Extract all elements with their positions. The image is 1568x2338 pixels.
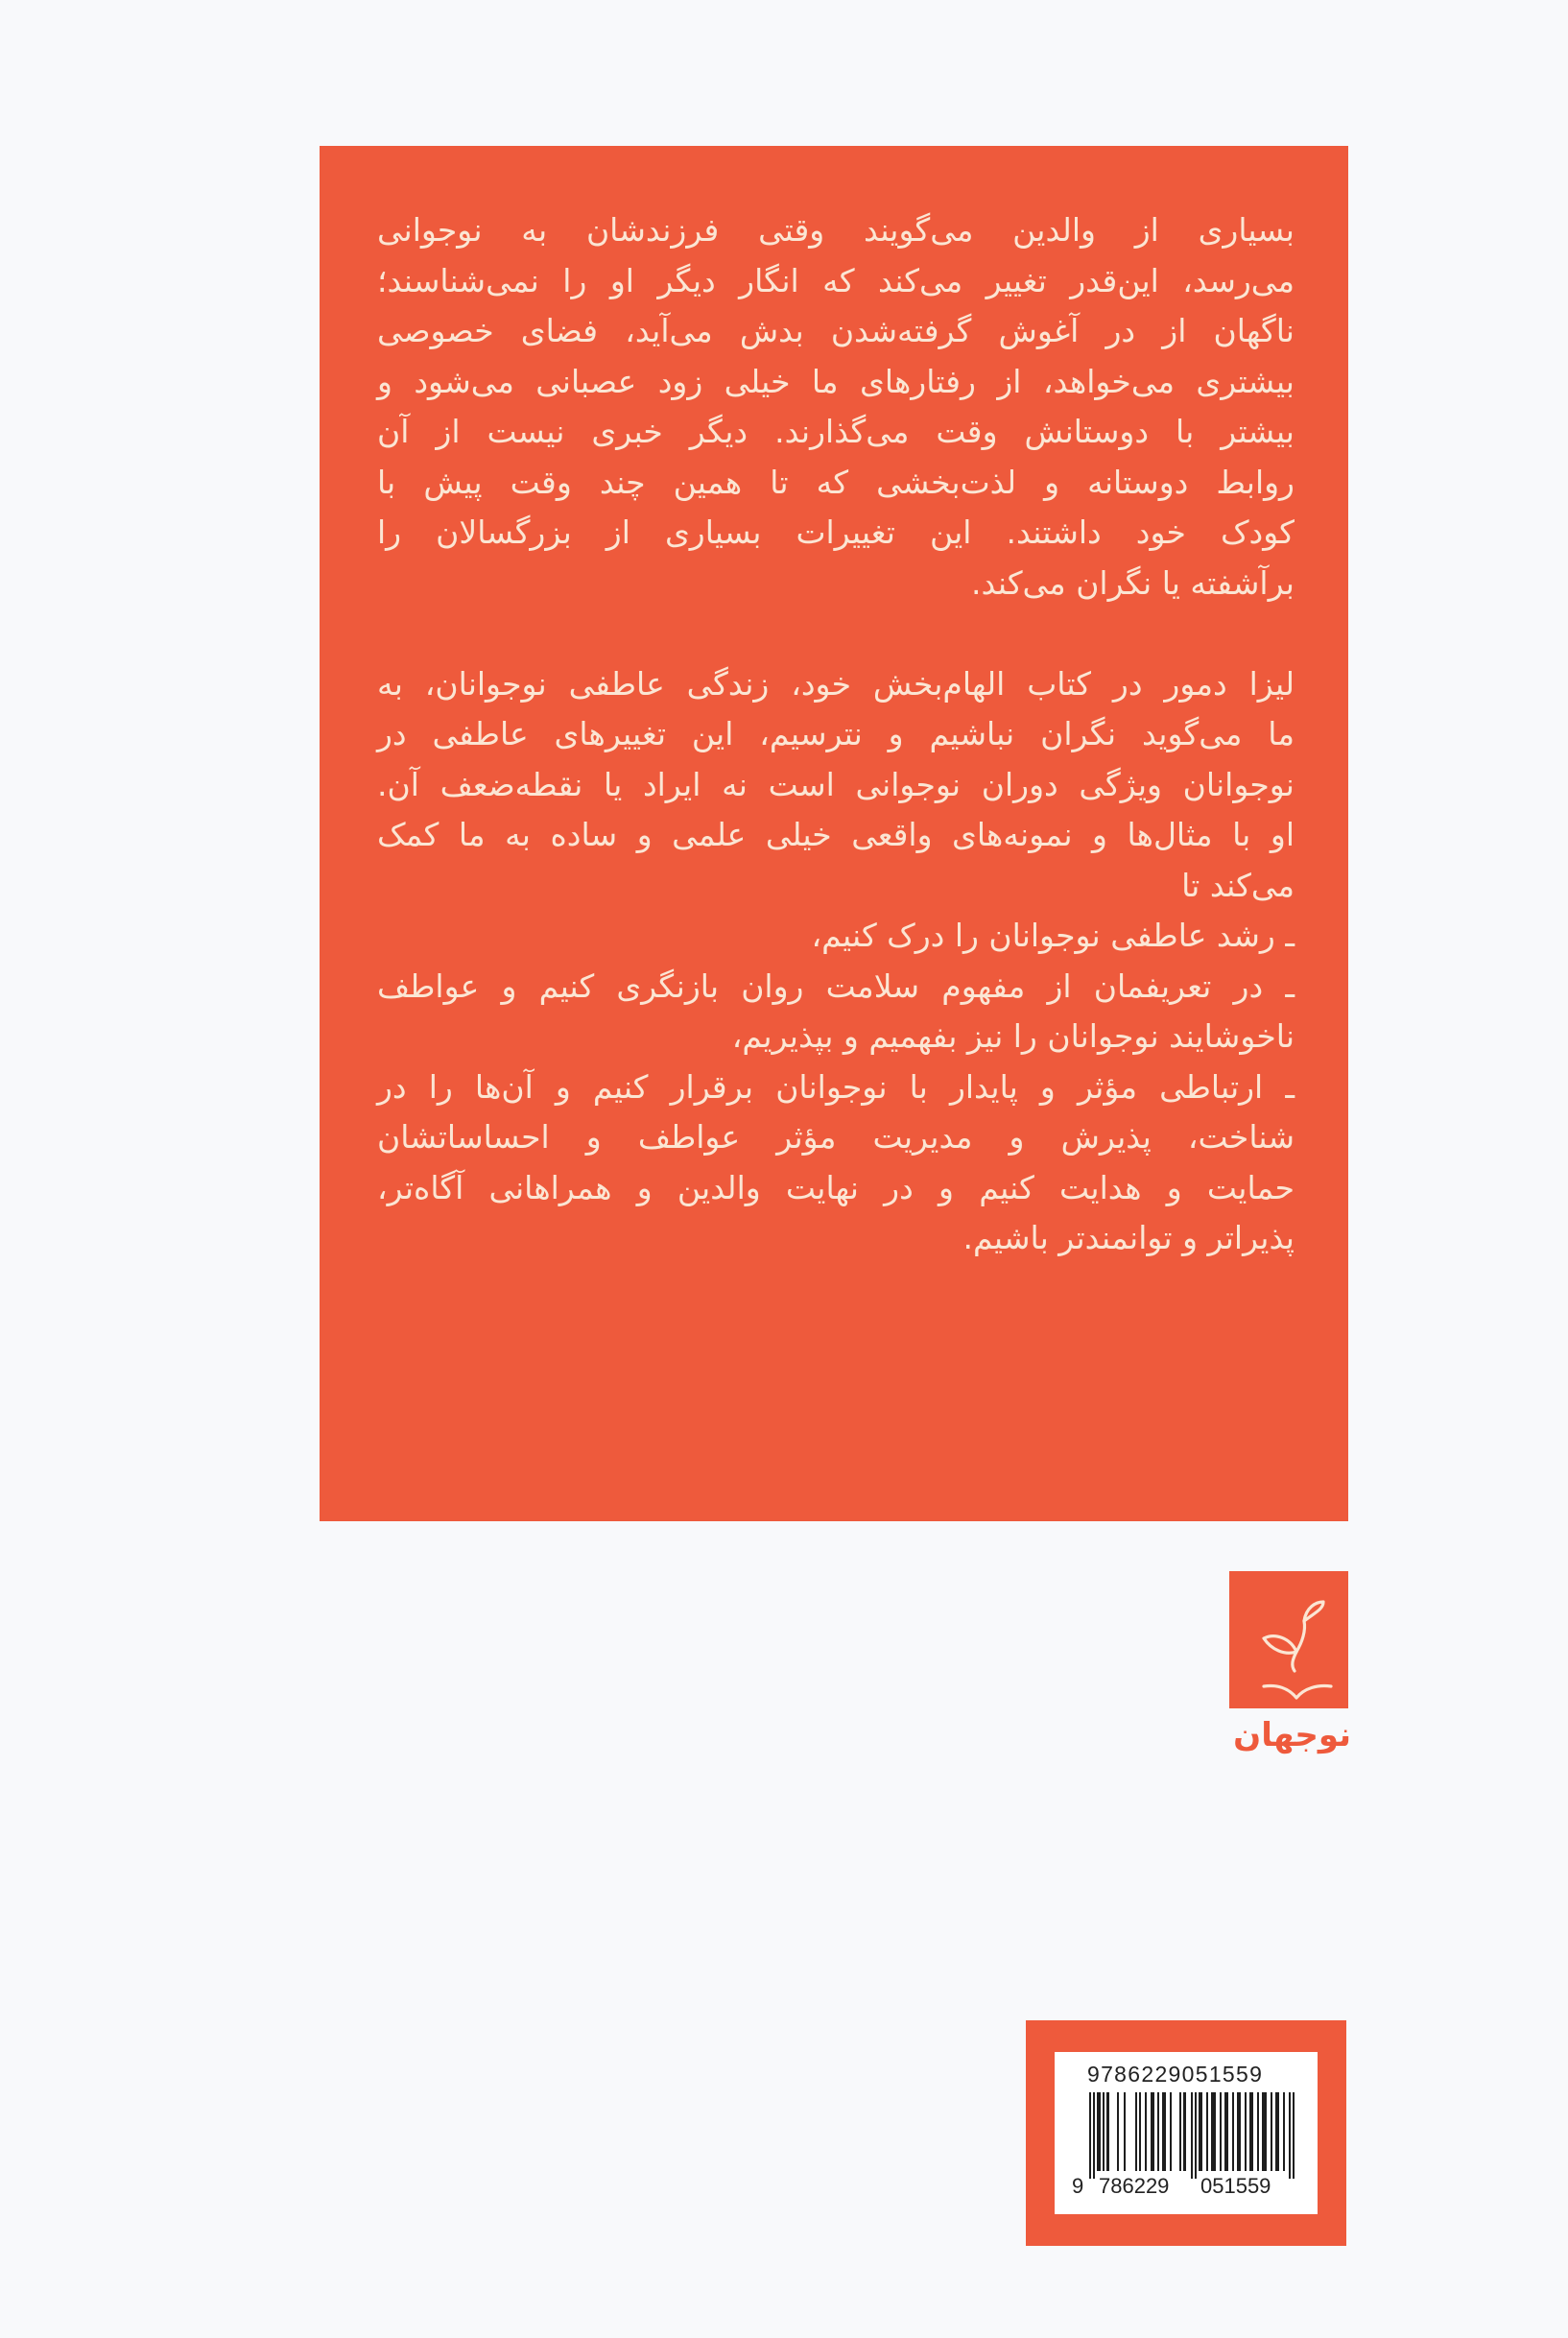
blurb-line: شناخت، پذیرش و مدیریت مؤثر عواطف و احساساتشان	[377, 1118, 1295, 1156]
blurb-panel	[320, 146, 1348, 1521]
blurb-bullet-line: ـ ارتباطی مؤثر و پایدار با نوجوانان برقرار کنیم و آن‌ها را در	[377, 1067, 1295, 1106]
blurb-bullet-line: ـ در تعریفمان از مفهوم سلامت روان بازنگری کنیم و عواطف	[377, 966, 1295, 1005]
blurb-line: ناخوشایند نوجوانان را نیز بفهمیم و بپذیریم،	[731, 1017, 1295, 1055]
barcode-box	[1026, 2020, 1346, 2246]
isbn-number: 9786229051559	[1087, 2062, 1264, 2087]
blurb-paragraph-2	[377, 659, 1295, 1264]
blurb-line: کودک خود داشتند. این تغییرات بسیاری از بزرگسالان را	[377, 513, 1295, 551]
blurb-text	[377, 205, 1295, 1264]
blurb-line: پذیراتر و توانمندتر باشیم.	[962, 1219, 1295, 1256]
publisher-logo	[1229, 1571, 1348, 1708]
publisher-name: نوجهان	[1233, 1716, 1351, 1754]
blurb-line: ما می‌گوید نگران نباشیم و نترسیم، این تغییرهای عاطفی در	[377, 715, 1295, 752]
blurb-bullet-line: ـ رشد عاطفی نوجوانان را درک کنیم،	[811, 917, 1295, 954]
blurb-line: بیشتری می‌خواهد، از رفتارهای ما خیلی زود عصبانی می‌شود و	[377, 362, 1295, 400]
blurb-line: بسیاری از والدین می‌گویند وقتی فرزندشان به نوجوانی	[377, 211, 1295, 249]
blurb-line: برآشفته یا نگران می‌کند.	[971, 563, 1295, 602]
isbn-right-group: 051559	[1200, 2174, 1271, 2198]
blurb-line: روابط دوستانه و لذت‌بخشی که تا همین چند وقت پیش با	[377, 463, 1295, 501]
isbn-left-group: 786229	[1099, 2174, 1170, 2198]
blurb-line: می‌رسد، این‌قدر تغییر می‌کند که انگار دیگر او را نمی‌شناسند؛	[377, 261, 1295, 299]
blurb-line: بیشتر با دوستانش وقت می‌گذارند. دیگر خبری نیست از آن	[377, 413, 1295, 450]
blurb-line: او با مثال‌ها و نمونه‌های واقعی خیلی علمی و ساده به ما کمک	[377, 816, 1295, 853]
blurb-line: حمایت و هدایت کنیم و در نهایت والدین و همراهانی آگاه‌تر،	[377, 1168, 1295, 1206]
isbn-first-digit: 9	[1072, 2174, 1084, 2198]
barcode	[1055, 2052, 1318, 2214]
blurb-paragraph-1	[377, 205, 1295, 608]
blurb-line: ناگهان از در آغوش گرفته‌شدن بدش می‌آید، فضای خصوصی	[377, 312, 1295, 349]
blurb-line: لیزا دمور در کتاب الهام‌بخش خود، زندگی عاطفی نوجوانان، به	[377, 664, 1295, 703]
barcode-bars-icon	[1087, 2092, 1302, 2179]
blurb-line: می‌کند تا	[1181, 866, 1295, 904]
sprout-book-icon	[1229, 1571, 1348, 1708]
blurb-line: نوجوانان ویژگی دوران نوجوانی است نه ایراد یا نقطه‌ضعف آن.	[377, 765, 1295, 803]
